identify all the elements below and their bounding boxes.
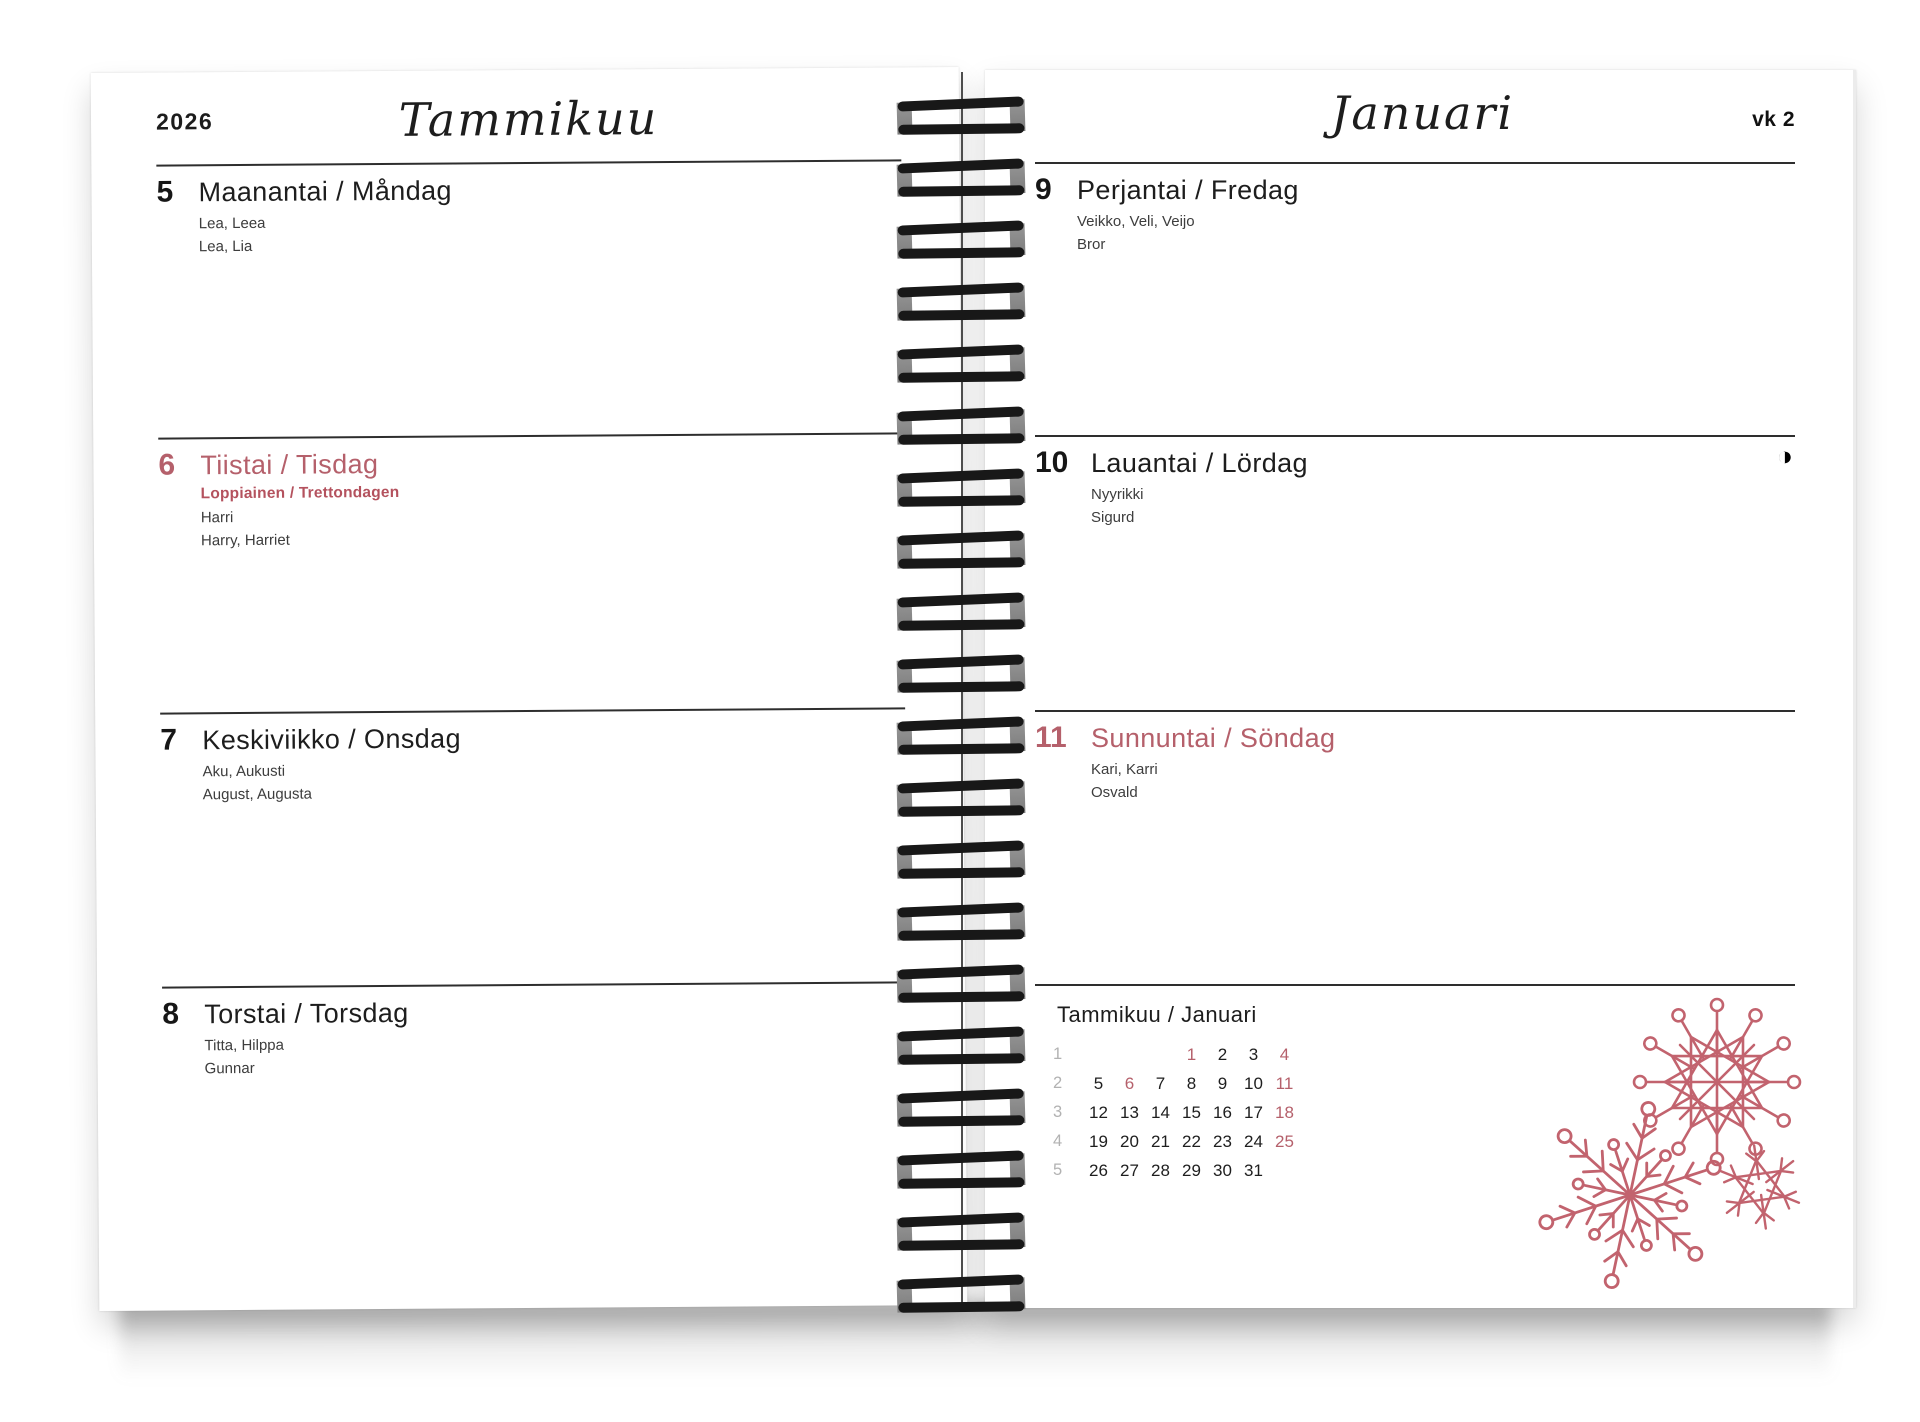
spiral-coil xyxy=(897,96,1026,137)
left-page-header xyxy=(91,67,960,165)
spiral-coil xyxy=(897,158,1026,199)
snowflake-icon xyxy=(1523,1084,1736,1305)
day-entry-6 xyxy=(158,432,905,712)
week-number: 1 xyxy=(1053,1045,1063,1063)
spiral-binding xyxy=(897,70,1027,1308)
spiral-coil xyxy=(897,1026,1026,1067)
left-page xyxy=(91,67,968,1311)
snowflake-illustrations xyxy=(1520,995,1850,1305)
day-heading xyxy=(1035,721,1795,755)
name-day-line: Gunnar xyxy=(204,1060,255,1078)
day-heading xyxy=(162,992,907,1031)
calendar-day: 3 xyxy=(1248,1044,1259,1064)
holiday-label: Loppiainen / Trettondagen xyxy=(200,483,400,503)
calendar-day: 16 xyxy=(1213,1102,1232,1122)
day-number: 5 xyxy=(156,175,174,209)
calendar-day: 15 xyxy=(1182,1102,1201,1122)
calendar-day: 20 xyxy=(1120,1131,1139,1151)
spiral-coil xyxy=(897,220,1026,261)
name-day-line: Kari, Karri xyxy=(1091,761,1158,778)
week-number: 4 xyxy=(1053,1132,1063,1150)
name-day-line: Bror xyxy=(1077,236,1106,254)
day-name-label: Lauantai / Lördag xyxy=(1091,448,1308,478)
month-title-swedish: Januari xyxy=(1330,86,1515,140)
calendar-day: 11 xyxy=(1275,1073,1294,1093)
page-drop-shadow xyxy=(120,1302,1830,1380)
day-name-label: Sunnuntai / Söndag xyxy=(1091,723,1336,753)
calendar-day: 22 xyxy=(1182,1131,1201,1151)
name-days xyxy=(1091,758,1795,805)
name-day-line: Aku, Aukusti xyxy=(202,762,286,781)
calendar-day: 14 xyxy=(1151,1102,1170,1122)
name-day-line: Titta, Hilppa xyxy=(204,1036,285,1055)
spiral-coil xyxy=(897,1274,1026,1315)
name-days xyxy=(204,1029,907,1080)
day-number: 6 xyxy=(158,448,176,482)
spiral-coil xyxy=(897,344,1026,385)
calendar-day: 7 xyxy=(1155,1073,1166,1093)
day-number: 8 xyxy=(162,997,180,1031)
spiral-coil xyxy=(897,1150,1026,1191)
day-entry-5 xyxy=(156,159,903,437)
day-entry-7 xyxy=(160,707,907,986)
spiral-coil xyxy=(897,1088,1026,1129)
calendar-day: 6 xyxy=(1124,1073,1135,1093)
day-entry-10 xyxy=(1035,435,1795,710)
calendar-day: 8 xyxy=(1186,1073,1197,1093)
day-name-label: Keskiviikko / Onsdag xyxy=(202,723,462,756)
spiral-coil xyxy=(897,406,1026,447)
calendar-day: 24 xyxy=(1244,1131,1263,1151)
calendar-day: 17 xyxy=(1244,1102,1263,1122)
right-page-header xyxy=(985,70,1853,162)
spiral-coil xyxy=(897,902,1026,943)
spiral-coil xyxy=(897,1212,1026,1253)
day-name-label: Maanantai / Måndag xyxy=(198,175,452,208)
calendar-day: 26 xyxy=(1089,1160,1108,1180)
day-heading xyxy=(158,443,903,482)
calendar-day: 23 xyxy=(1213,1131,1232,1151)
calendar-day: 12 xyxy=(1089,1102,1108,1122)
name-days xyxy=(202,755,905,806)
right-page xyxy=(985,70,1856,1308)
name-day-line: Veikko, Veli, Veijo xyxy=(1077,213,1195,230)
day-number: 10 xyxy=(1035,446,1069,479)
name-day-line: Lea, Lia xyxy=(198,238,253,256)
spiral-coil xyxy=(897,654,1026,695)
mini-calendar-title: Tammikuu / Januari xyxy=(1057,1002,1257,1027)
calendar-day: 19 xyxy=(1089,1131,1108,1151)
day-heading xyxy=(1035,173,1795,207)
spiral-coil xyxy=(897,964,1026,1005)
week-number: 2 xyxy=(1053,1074,1063,1092)
name-day-line: Harry, Harriet xyxy=(200,531,290,550)
day-number: 11 xyxy=(1035,721,1067,754)
calendar-day: 27 xyxy=(1120,1160,1139,1180)
spiral-coil xyxy=(897,778,1026,819)
name-days xyxy=(1077,210,1795,257)
day-name-label: Perjantai / Fredag xyxy=(1077,175,1299,205)
week-number: 5 xyxy=(1053,1161,1063,1179)
spiral-coil xyxy=(897,716,1026,757)
calendar-day: 4 xyxy=(1279,1044,1290,1064)
calendar-day: 1 xyxy=(1186,1044,1197,1064)
name-days xyxy=(199,207,902,258)
calendar-day: 21 xyxy=(1151,1131,1170,1151)
calendar-day: 31 xyxy=(1244,1160,1263,1180)
calendar-day: 28 xyxy=(1151,1160,1170,1180)
name-days xyxy=(201,501,904,552)
week-number: 3 xyxy=(1053,1103,1063,1121)
calendar-day: 18 xyxy=(1275,1102,1294,1122)
calendar-day: 9 xyxy=(1217,1073,1228,1093)
year-label: 2026 xyxy=(155,108,214,135)
name-days xyxy=(1091,483,1795,530)
calendar-day: 30 xyxy=(1213,1160,1232,1180)
spiral-coil xyxy=(897,840,1026,881)
day-entry-8 xyxy=(162,981,909,1310)
day-number: 9 xyxy=(1035,173,1052,206)
calendar-day: 5 xyxy=(1093,1073,1104,1093)
spiral-coil xyxy=(897,282,1026,323)
day-entry-11 xyxy=(1035,710,1795,984)
name-day-line: Nyyrikki xyxy=(1091,486,1144,503)
spiral-coil xyxy=(897,592,1026,633)
name-day-line: August, Augusta xyxy=(202,785,313,804)
calendar-day: 13 xyxy=(1120,1102,1139,1122)
day-name-label: Tiistai / Tisdag xyxy=(200,449,379,481)
calendar-day: 10 xyxy=(1244,1073,1263,1093)
name-day-line: Lea, Leea xyxy=(198,214,266,233)
spiral-coil xyxy=(897,468,1026,509)
name-day-line: Sigurd xyxy=(1091,509,1135,527)
calendar-day: 25 xyxy=(1275,1131,1294,1151)
calendar-day: 2 xyxy=(1217,1044,1228,1064)
moon-phase-icon: ◑ xyxy=(1776,441,1793,471)
day-heading xyxy=(156,170,901,209)
month-title-finnish: Tammikuu xyxy=(398,91,659,147)
calendar-day: 29 xyxy=(1182,1160,1201,1180)
name-day-line: Osvald xyxy=(1091,784,1138,802)
day-heading xyxy=(160,718,905,757)
day-entry-9 xyxy=(1035,162,1795,435)
day-heading xyxy=(1035,446,1795,480)
week-number-label: vk 2 xyxy=(1752,108,1795,131)
name-day-line: Harri xyxy=(200,509,234,527)
snowflake-icon xyxy=(1634,999,1800,1165)
spiral-coil xyxy=(897,530,1026,571)
day-name-label: Torstai / Torsdag xyxy=(204,997,409,1030)
day-number: 7 xyxy=(160,723,178,757)
